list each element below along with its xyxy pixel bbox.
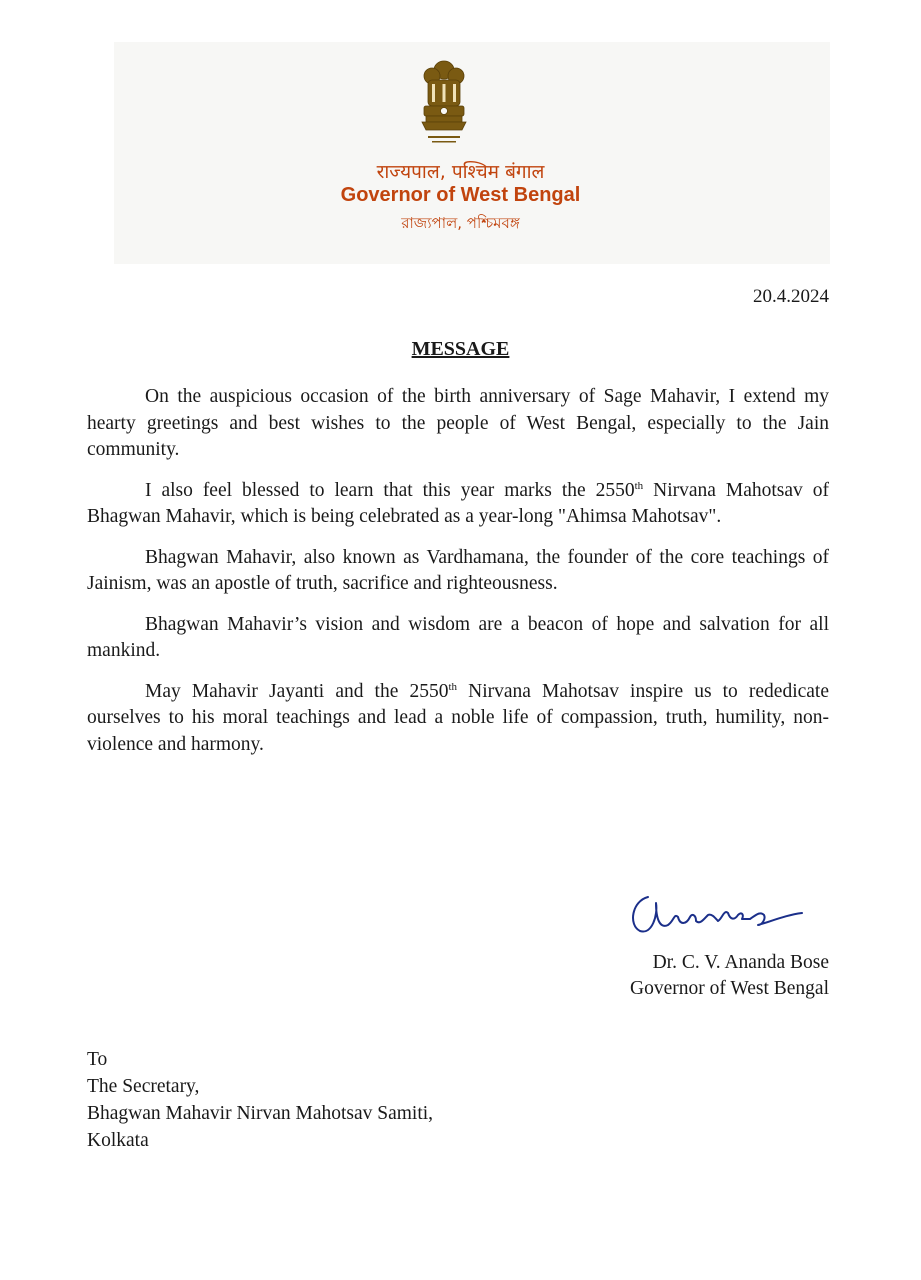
paragraph-4: Bhagwan Mahavir’s vision and wisdom are a beacon of hope and salvation for all mankind. xyxy=(87,613,829,661)
paragraph-3: Bhagwan Mahavir, also known as Vardhamana, the founder of the core teachings of Jainism, was an apostle of truth, sacrifice and righteousness. xyxy=(87,546,829,594)
signatory-block xyxy=(630,950,829,1002)
signatory-designation: Governor of West Bengal xyxy=(630,978,829,999)
message-heading: MESSAGE xyxy=(411,338,510,360)
letterhead-title-hindi: राज्यपाल, पश्चिम बंगाल xyxy=(376,161,545,183)
letter-date: 20.4.2024 xyxy=(753,286,829,307)
recipient-block xyxy=(87,1046,433,1154)
paragraph-2-part-b: Nirvana Mahotsav of Bhagwan Mahavir, which is being celebrated as a year-long "Ahimsa Mahotsav". xyxy=(87,479,830,527)
recipient-line-2: Bhagwan Mahavir Nirvan Mahotsav Samiti, xyxy=(87,1103,434,1124)
recipient-to: To xyxy=(87,1049,108,1070)
recipient-line-1: The Secretary, xyxy=(87,1076,200,1097)
paragraph-5 xyxy=(87,679,829,759)
paragraph-5-superscript: th xyxy=(448,680,458,693)
signatory-name: Dr. C. V. Ananda Bose xyxy=(652,952,829,973)
paragraph-2 xyxy=(87,478,829,531)
handwritten-signature xyxy=(626,885,806,945)
message-body xyxy=(87,384,829,772)
paragraph-5-part-b: Nirvana Mahotsav inspire us to rededicate ourselves to his moral teachings and lead a noble life of compassion, truth, humility, non-violence and harmony. xyxy=(87,680,829,755)
state-emblem-icon xyxy=(414,56,474,148)
paragraph-1: On the auspicious occasion of the birth anniversary of Sage Mahavir, I extend my hearty greetings and best wishes to the people of West Bengal, especially to the Jain community. xyxy=(87,386,829,460)
paragraph-5-part-a: May Mahavir Jayanti and the 2550 xyxy=(145,680,449,702)
paragraph-2-part-a: I also feel blessed to learn that this year marks the 2550 xyxy=(145,479,635,501)
recipient-line-3: Kolkata xyxy=(87,1130,149,1151)
letterhead-title-bengali: রাজ্যপাল, পশ্চিমবঙ্গ xyxy=(401,214,520,232)
letterhead-title-english: Governor of West Bengal xyxy=(340,184,581,206)
paragraph-2-superscript: th xyxy=(634,479,644,492)
